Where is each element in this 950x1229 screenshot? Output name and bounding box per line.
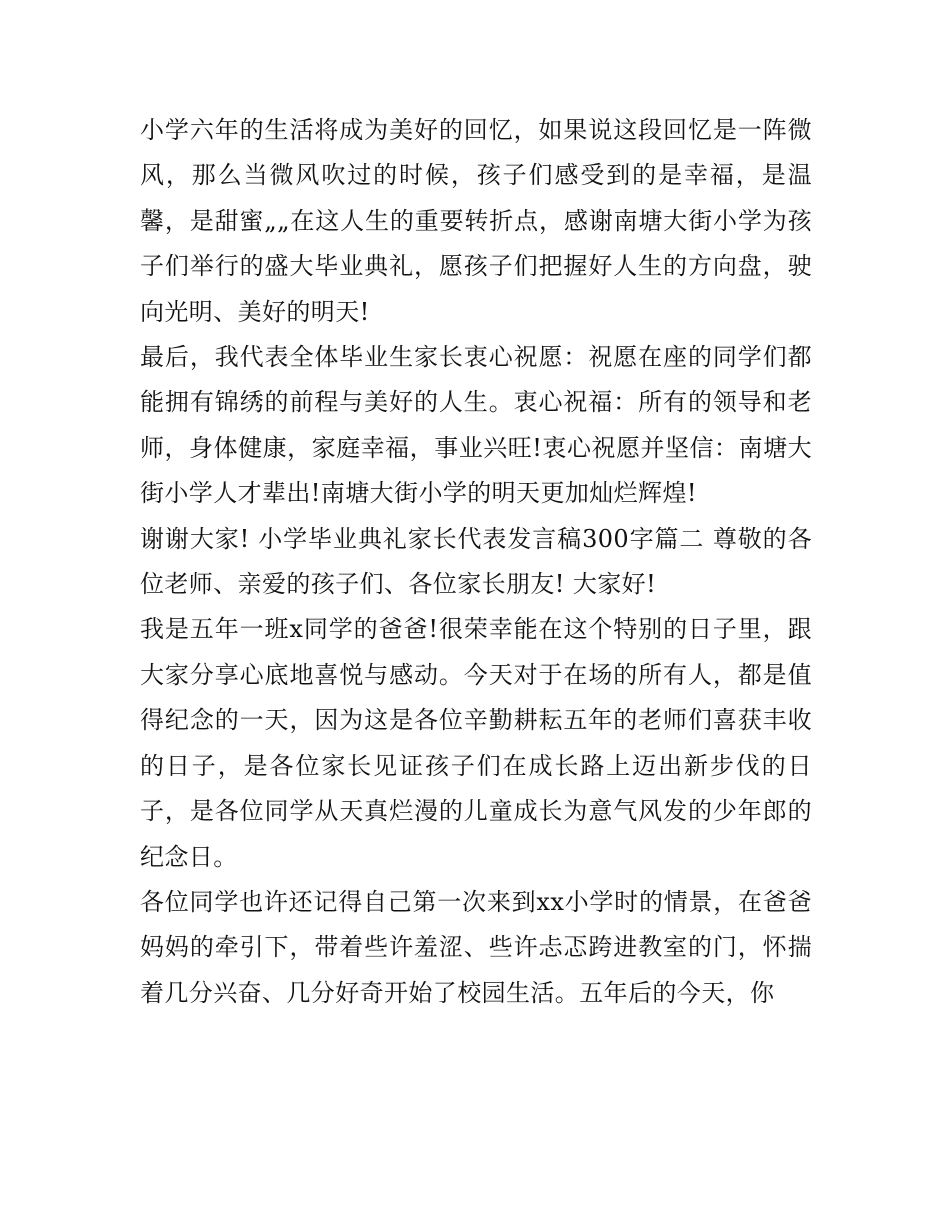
document-body: [140, 108, 812, 1016]
paragraph-gratitude: 小学六年的生活将成为美好的回忆，如果说这段回忆是一阵微风，那么当微风吹过的时候，孩子们感受到的是幸福，是温馨，是甜蜜„„在这人生的重要转折点，感谢南塘大街小学为孩子们举行的盛大毕业典礼，愿孩子们把握好人生的方向盘，驶向光明、美好的明天!: [140, 116, 812, 326]
paragraph-thanks-and-second-speech: 谢谢大家! 小学毕业典礼家长代表发言稿300字篇二 尊敬的各位老师、亲爱的孩子们、各位家长朋友! 大家好!: [140, 524, 812, 599]
paragraph-wishes: 最后，我代表全体毕业生家长衷心祝愿：祝愿在座的同学们都能拥有锦绣的前程与美好的人生。衷心祝福：所有的领导和老师，身体健康，家庭幸福，事业兴旺!衷心祝愿并坚信：南塘大街小学人才辈出!南塘大街小学的明天更加灿烂辉煌!: [140, 343, 812, 508]
paragraph-introduction: 我是五年一班x同学的爸爸!很荣幸能在这个特别的日子里，跟大家分享心底地喜悦与感动。今天对于在场的所有人，都是值得纪念的一天，因为这是各位辛勤耕耘五年的老师们喜获丰收的日子，是各位家长见证孩子们在成长路上迈出新步伐的日子，是各位同学从天真烂漫的儿童成长为意气风发的少年郎的纪念日。: [140, 615, 812, 871]
paragraph-memories: 各位同学也许还记得自己第一次来到xx小学时的情景，在爸爸妈妈的牵引下，带着些许羞涩、些许忐忑跨进教室的门，怀揣着几分兴奋、几分好奇开始了校园生活。五年后的今天，你: [140, 887, 812, 1007]
